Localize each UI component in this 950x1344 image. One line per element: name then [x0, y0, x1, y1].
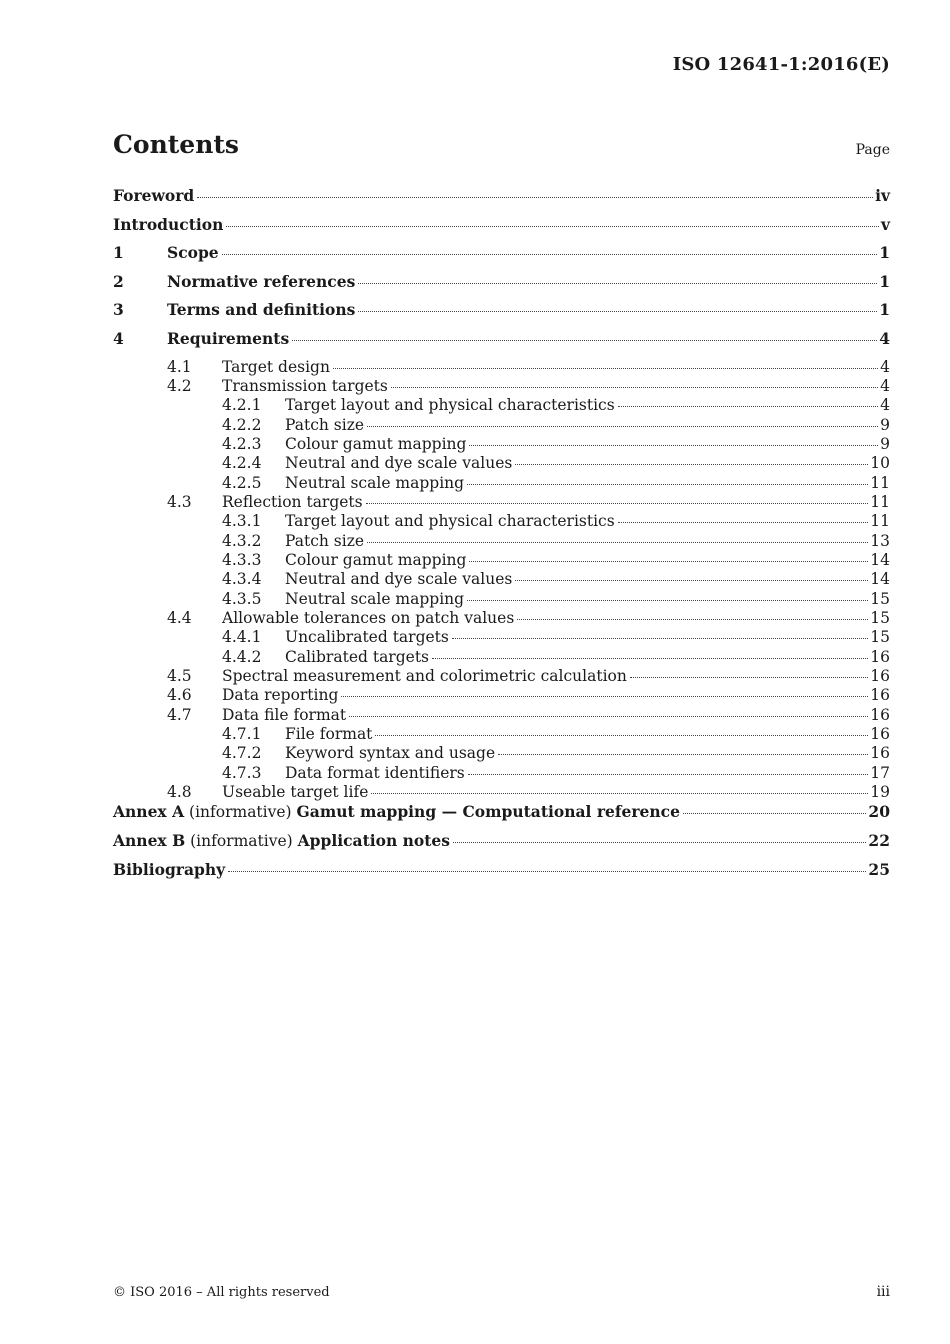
toc-entry-4-7[interactable]: [113, 706, 890, 725]
dot-leader: [371, 793, 868, 794]
dot-leader: [366, 503, 869, 504]
toc-title: Keyword syntax and usage: [285, 744, 496, 763]
toc-title: Normative references: [167, 271, 356, 291]
toc-section-number: 4.3.3: [222, 551, 262, 569]
dot-leader: [515, 580, 868, 581]
dot-leader: [226, 226, 879, 227]
toc-entry-4-2-5[interactable]: [113, 474, 890, 493]
toc-title: Foreword: [113, 186, 195, 205]
toc-annex-qualifier: (informative): [190, 832, 293, 851]
dot-leader: [358, 283, 877, 284]
toc-entry-4-5[interactable]: [113, 667, 890, 686]
dot-leader: [432, 658, 868, 659]
toc-entry-4-7-1[interactable]: [113, 725, 890, 744]
toc-entry-4-4-1[interactable]: [113, 628, 890, 647]
toc-section-number: 3: [113, 300, 124, 320]
toc-title: Target layout and physical characteristics: [285, 512, 615, 531]
toc-title: Gamut mapping — Computational reference: [296, 802, 680, 822]
toc-title: Patch size: [285, 531, 365, 550]
toc-entry-4-3[interactable]: [113, 493, 890, 512]
toc-page-number: 14: [870, 570, 890, 589]
toc-page-number: 4: [880, 376, 890, 395]
toc-page-number: 1: [879, 271, 890, 291]
toc-section-number: 4.2.1: [222, 396, 262, 415]
toc-section-number: 4.3: [167, 492, 192, 511]
toc-page-number: 16: [870, 705, 890, 724]
toc-annex-label: Annex B: [113, 831, 186, 851]
toc-title: Reflection targets: [222, 492, 363, 511]
dot-leader: [618, 522, 869, 523]
toc-entry-4-2-2[interactable]: [113, 416, 890, 435]
toc-entry-4-7-2[interactable]: [113, 744, 890, 763]
toc-title: Neutral scale mapping: [285, 473, 465, 492]
toc-page-number: 4: [880, 396, 890, 415]
dot-leader: [468, 774, 869, 775]
toc-page-number: 15: [870, 589, 890, 608]
toc-section-number: 4.2.4: [222, 454, 262, 473]
dot-leader: [333, 368, 878, 369]
toc-annex-label: Annex A: [113, 802, 185, 822]
toc-title: Transmission targets: [222, 376, 388, 395]
toc-section-number: 4.2.3: [222, 434, 262, 453]
dot-leader: [197, 197, 873, 198]
toc-title: Target design: [222, 357, 330, 376]
toc-section-number: 4.3.4: [222, 570, 262, 589]
toc-title: Target layout and physical characteristics: [285, 396, 615, 415]
dot-leader: [367, 426, 878, 427]
toc-section-number: 4.6: [167, 686, 192, 705]
toc-entry-4-7-3[interactable]: [113, 764, 890, 783]
toc-page-number: 16: [870, 725, 890, 744]
dot-leader: [467, 600, 868, 601]
toc-title: Useable target life: [222, 783, 369, 802]
toc-section-number: 4.7.1: [222, 725, 262, 744]
toc-title: Neutral and dye scale values: [285, 570, 513, 589]
toc-section-number: 4.4.1: [222, 628, 262, 647]
dot-leader: [292, 340, 877, 341]
toc-entry-foreword[interactable]: [113, 186, 890, 215]
toc-title: Neutral and dye scale values: [285, 454, 513, 473]
toc-title: Colour gamut mapping: [285, 434, 467, 453]
toc-title: Terms and definitions: [167, 300, 356, 320]
dot-leader: [467, 484, 868, 485]
toc-entry-4-2-4[interactable]: [113, 454, 890, 473]
dot-leader: [349, 716, 868, 717]
dot-leader: [517, 619, 868, 620]
toc-entry-annex-b[interactable]: [113, 831, 890, 860]
toc-entry-4-8[interactable]: [113, 783, 890, 802]
toc-title: File format: [285, 725, 373, 744]
toc-page-number: 15: [870, 609, 890, 628]
toc-section-number: 4.1: [167, 357, 192, 376]
toc-page-number: 1: [879, 243, 890, 263]
toc-title: Requirements: [167, 328, 290, 348]
dot-leader: [391, 387, 878, 388]
toc-section-number: 4.4: [167, 609, 192, 628]
toc-entry-4[interactable]: [113, 329, 890, 358]
toc-entry-4-3-1[interactable]: [113, 512, 890, 531]
dot-leader: [469, 561, 868, 562]
contents-heading: Contents: [113, 130, 240, 159]
footer-copyright: © ISO 2016 – All rights reserved: [113, 1285, 330, 1300]
toc-entry-4-3-5[interactable]: [113, 590, 890, 609]
toc-entry-4-3-4[interactable]: [113, 570, 890, 589]
toc-section-number: 2: [113, 271, 124, 291]
toc-title: Uncalibrated targets: [285, 628, 449, 647]
toc-title: Scope: [167, 243, 219, 263]
toc-page-number: 16: [870, 744, 890, 763]
toc-page-number: 16: [870, 667, 890, 686]
toc-entry-introduction[interactable]: [113, 215, 890, 244]
toc-entry-4-2-1[interactable]: [113, 396, 890, 415]
toc-title: Application notes: [297, 831, 450, 851]
toc-entry-4-3-2[interactable]: [113, 532, 890, 551]
toc-entry-4-2-3[interactable]: [113, 435, 890, 454]
dot-leader: [375, 735, 868, 736]
toc-page-number: 16: [870, 686, 890, 705]
toc-section-number: 4: [113, 328, 124, 348]
toc-entry-annex-a[interactable]: [113, 802, 890, 831]
toc-title: Data reporting: [222, 686, 339, 705]
toc-entry-4-3-3[interactable]: [113, 551, 890, 570]
dot-leader: [341, 696, 868, 697]
toc-page-number: 4: [879, 328, 890, 348]
dot-leader: [515, 464, 868, 465]
toc-section-number: 4.3.5: [222, 589, 262, 608]
page-column-label: Page: [855, 142, 890, 158]
toc-page-number: 1: [879, 300, 890, 320]
toc-title: Introduction: [113, 214, 224, 234]
toc-section-number: 4.2.2: [222, 415, 262, 434]
toc-page-number: 20: [868, 802, 890, 822]
toc-page-number: 15: [870, 628, 890, 647]
dot-leader: [683, 813, 866, 814]
dot-leader: [228, 871, 866, 872]
toc-page-number: 16: [870, 647, 890, 666]
toc-title: Data file format: [222, 705, 347, 724]
toc-section-number: 4.5: [167, 667, 192, 686]
toc-title: Data format identifiers: [285, 763, 465, 782]
toc-page-number: 22: [868, 831, 890, 851]
toc-page-number: 11: [870, 512, 890, 531]
toc-page-number: 14: [870, 551, 890, 569]
toc-entry-bibliography[interactable]: [113, 860, 890, 889]
toc-title: Neutral scale mapping: [285, 589, 465, 608]
toc-page-number: 11: [870, 473, 890, 492]
toc-page-number: 4: [880, 357, 890, 376]
toc-section-number: 4.3.1: [222, 512, 262, 531]
toc-page-number: iv: [875, 186, 890, 205]
toc-section-number: 4.4.2: [222, 647, 262, 666]
toc-title: Calibrated targets: [285, 647, 429, 666]
dot-leader: [498, 754, 868, 755]
toc-page-number: 17: [870, 763, 890, 782]
toc-entry-4-4[interactable]: [113, 609, 890, 628]
dot-leader: [453, 842, 866, 843]
toc-entry-1[interactable]: [113, 243, 890, 272]
dot-leader: [630, 677, 868, 678]
toc-entry-4-6[interactable]: [113, 686, 890, 705]
toc-entry-2[interactable]: [113, 272, 890, 301]
toc-page-number: 9: [880, 415, 890, 434]
toc-title: Bibliography: [113, 859, 226, 879]
toc-section-number: 1: [113, 243, 124, 263]
toc-section-number: 4.7.3: [222, 763, 262, 782]
dot-leader: [618, 406, 878, 407]
toc-section-number: 4.7.2: [222, 744, 262, 763]
dot-leader: [469, 445, 878, 446]
toc-section-number: 4.8: [167, 783, 192, 802]
dot-leader: [452, 638, 868, 639]
toc-annex-qualifier: (informative): [189, 803, 292, 822]
toc-entry-4-2[interactable]: [113, 377, 890, 396]
toc-title: Colour gamut mapping: [285, 551, 467, 569]
toc-page-number: 11: [870, 492, 890, 511]
toc-title: Spectral measurement and colorimetric calculation: [222, 667, 627, 686]
toc-entry-3[interactable]: [113, 300, 890, 329]
table-of-contents: [113, 186, 890, 888]
toc-title: Allowable tolerances on patch values: [222, 609, 515, 628]
dot-leader: [222, 254, 878, 255]
dot-leader: [367, 542, 868, 543]
toc-page-number: 10: [870, 454, 890, 473]
toc-page-number: 9: [880, 434, 890, 453]
toc-page-number: 19: [870, 783, 890, 802]
toc-entry-4-4-2[interactable]: [113, 648, 890, 667]
toc-entry-4-1[interactable]: [113, 358, 890, 377]
footer-page-number: iii: [876, 1284, 890, 1300]
dot-leader: [358, 311, 877, 312]
toc-section-number: 4.3.2: [222, 531, 262, 550]
toc-section-number: 4.2.5: [222, 473, 262, 492]
toc-title: Patch size: [285, 415, 365, 434]
standard-identifier: ISO 12641-1:2016(E): [672, 54, 890, 75]
toc-section-number: 4.2: [167, 376, 192, 395]
toc-section-number: 4.7: [167, 705, 192, 724]
toc-page-number: 25: [868, 859, 890, 879]
toc-page-number: 13: [870, 531, 890, 550]
toc-page-number: v: [880, 214, 890, 234]
